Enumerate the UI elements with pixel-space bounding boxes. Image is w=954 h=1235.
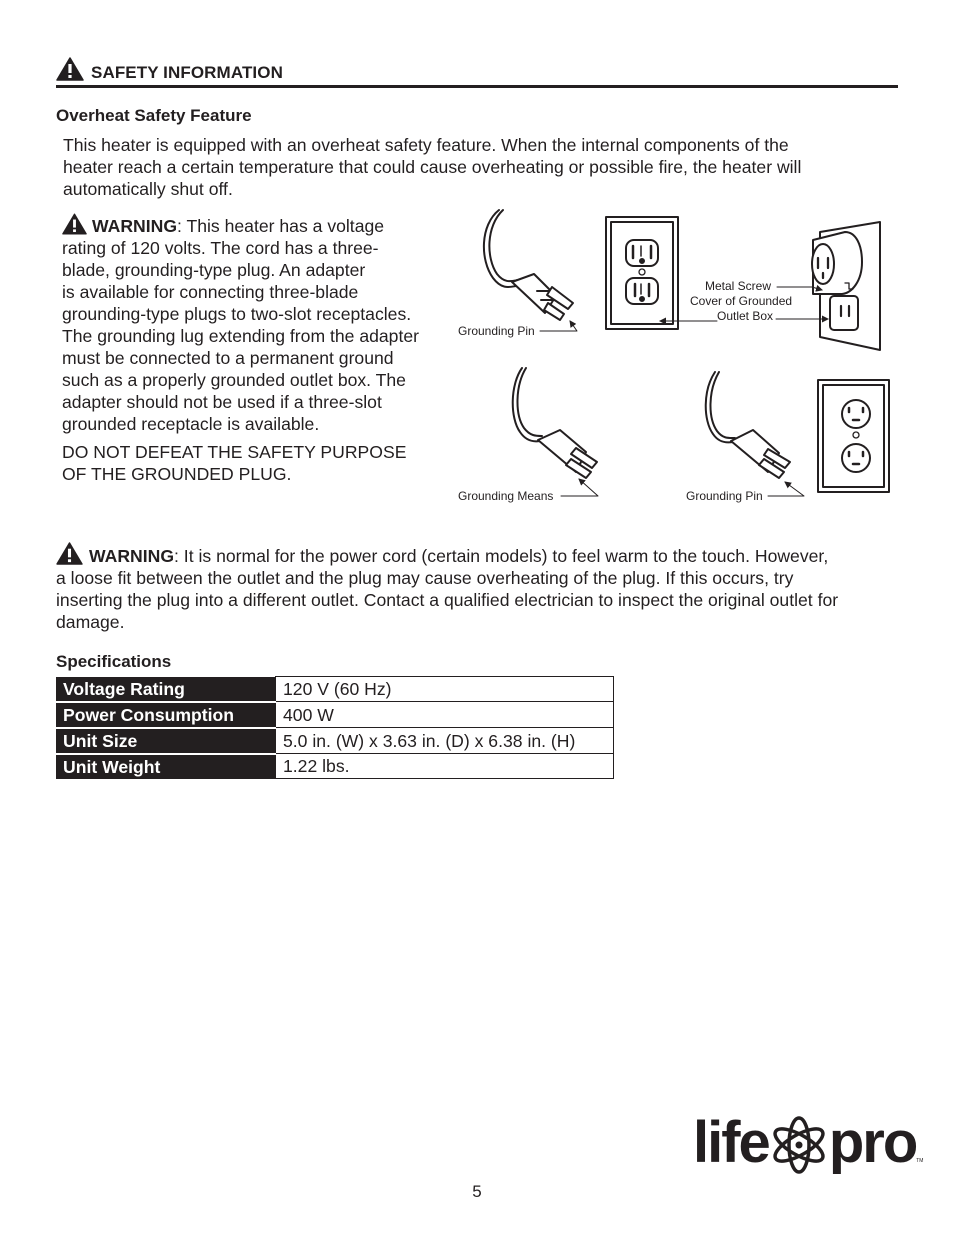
overheat-line: heater reach a certain temperature that could cause overheating or possible fire, the heater will [63,157,802,177]
trademark-mark: TM [916,1158,924,1164]
warning-first-line [62,213,452,237]
warning-triangle-icon [62,213,87,235]
warning-line: rating of 120 volts. The cord has a three- [62,238,379,258]
atom-icon [769,1112,829,1174]
table-row [56,754,614,779]
spec-label: Unit Weight [56,754,276,779]
warning-triangle-icon [56,57,84,81]
table-row [56,677,614,702]
label-cover-line1: Cover of Grounded [690,294,793,308]
warning-first-line [56,542,901,567]
warning-line: blade, grounding-type plug. An adapter [62,260,366,280]
warning-caps-line: DO NOT DEFEAT THE SAFETY PURPOSE [62,442,407,462]
specifications-heading: Specifications [56,652,172,671]
warning-power-cord-paragraph [56,542,901,633]
overheat-line: This heater is equipped with an overheat safety feature. When the internal components of the [63,135,789,155]
grounding-plug-diagram [455,205,895,505]
warning-line: such as a properly grounded outlet box. The [62,370,406,390]
spec-value: 1.22 lbs. [276,754,614,779]
section-title: SAFETY INFORMATION [91,63,283,82]
label-grounding-means: Grounding Means [458,489,554,503]
warning-line: adapter should not be used if a three-slot [62,392,382,412]
warning-line: The grounding lug extending from the adapter [62,326,420,346]
warning-line: must be connected to a permanent ground [62,348,394,368]
grounded-plug-icon [706,372,790,478]
warning-line: is available for connecting three-blade [62,282,359,302]
duplex-outlet-icon [606,217,678,329]
warning-line: inserting the plug into a different outlet. Contact a qualified electrician to inspect the original outlet for [56,590,839,610]
grounded-duplex-outlet-icon [818,380,889,492]
warning-label: WARNING [89,546,175,566]
table-row [56,728,614,754]
warning-label: WARNING [92,216,178,236]
warning-text: : It is normal for the power cord (certain models) to feel warm to the touch. However, [174,546,829,566]
warning-caps-line: OF THE GROUNDED PLUG. [62,464,292,484]
label-grounding-pin-top: Grounding Pin [458,324,535,338]
spec-label: Unit Size [56,728,276,754]
overheat-paragraph [63,134,903,200]
label-grounding-pin-bottom: Grounding Pin [686,489,763,503]
spec-value: 120 V (60 Hz) [276,677,614,702]
warning-triangle-icon [56,542,83,565]
spec-value: 5.0 in. (W) x 3.63 in. (D) x 6.38 in. (H) [276,728,614,754]
three-prong-plug-icon [484,210,573,320]
overheat-line: automatically shut off. [63,179,233,199]
warning-voltage-paragraph [62,213,452,485]
label-cover-line2: Outlet Box [717,309,774,323]
brand-left-text: life [693,1110,769,1175]
spec-value: 400 W [276,702,614,728]
overheat-heading: Overheat Safety Feature [56,106,252,125]
warning-line: damage. [56,612,125,632]
warning-line: a loose fit between the outlet and the plug may cause overheating of the plug. If this occurs, try [56,568,794,588]
grounded-plug-adapter-icon [513,368,597,478]
spec-label: Voltage Rating [56,677,276,702]
spec-label: Power Consumption [56,702,276,728]
page-number: 5 [472,1182,482,1201]
brand-right-text: pro [828,1110,917,1175]
table-row [56,702,614,728]
outlet-adapter-icon [812,222,880,350]
warning-line: grounded receptacle is available. [62,414,320,434]
label-metal-screw: Metal Screw [705,279,772,293]
warning-text: : This heater has a voltage [177,216,385,236]
section-header [56,57,898,88]
specifications-table [56,676,614,779]
brand-logo [693,1112,923,1182]
warning-line: grounding-type plugs to two-slot receptacles. [62,304,412,324]
